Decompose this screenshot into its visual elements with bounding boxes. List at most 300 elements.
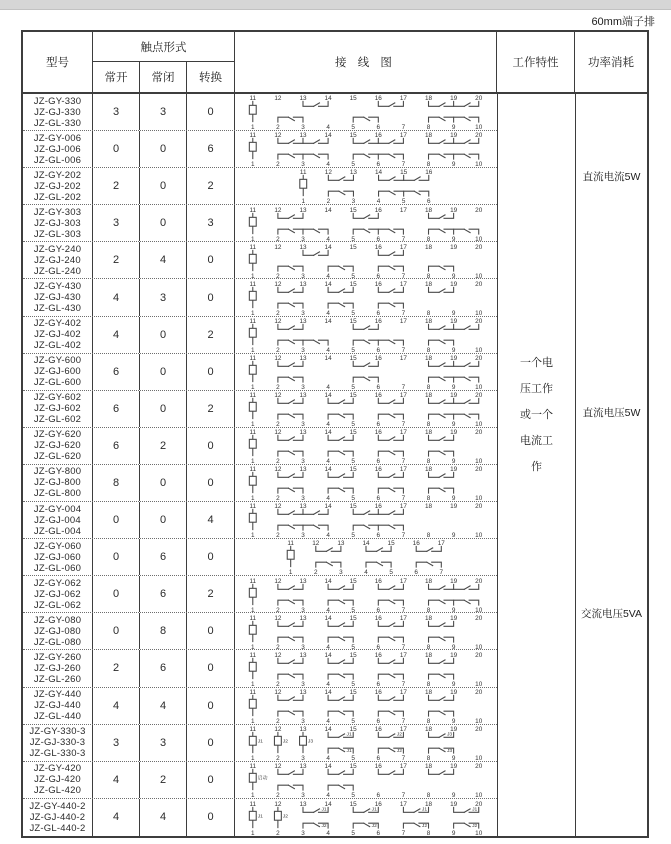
svg-text:14: 14 bbox=[324, 354, 332, 362]
model-name: JZ-GJ-260 bbox=[34, 662, 81, 674]
svg-text:6: 6 bbox=[426, 198, 431, 204]
svg-text:15: 15 bbox=[387, 540, 395, 548]
svg-text:12: 12 bbox=[274, 577, 282, 585]
wiring-diagram-svg bbox=[239, 131, 493, 167]
svg-text:4: 4 bbox=[326, 383, 330, 390]
svg-text:1: 1 bbox=[251, 791, 255, 798]
normally-closed-count: 6 bbox=[140, 539, 187, 575]
normally-open-count: 0 bbox=[93, 576, 140, 612]
changeover-count: 0 bbox=[187, 799, 235, 836]
svg-text:20: 20 bbox=[475, 466, 483, 474]
working-characteristics-line: 作 bbox=[531, 461, 542, 474]
model-name: JZ-GY-303 bbox=[33, 206, 82, 218]
svg-text:9: 9 bbox=[451, 606, 456, 613]
svg-text:16: 16 bbox=[374, 800, 382, 808]
normally-open-count: 8 bbox=[93, 465, 140, 501]
model-name: JZ-GL-402 bbox=[33, 340, 82, 352]
svg-text:2: 2 bbox=[276, 235, 280, 242]
svg-text:13: 13 bbox=[299, 391, 307, 399]
model-name: JZ-GY-800 bbox=[33, 466, 82, 478]
svg-text:7: 7 bbox=[401, 717, 406, 724]
model-name: JZ-GL-060 bbox=[33, 562, 82, 574]
svg-text:17: 17 bbox=[399, 280, 407, 288]
svg-text:20: 20 bbox=[475, 688, 483, 696]
svg-text:7: 7 bbox=[401, 161, 406, 167]
svg-text:J2: J2 bbox=[396, 748, 402, 754]
changeover-count: 0 bbox=[187, 762, 235, 798]
rows-column bbox=[23, 94, 497, 836]
svg-text:11: 11 bbox=[249, 391, 257, 399]
changeover-count: 2 bbox=[187, 168, 235, 204]
svg-text:13: 13 bbox=[299, 651, 307, 659]
svg-text:11: 11 bbox=[249, 614, 257, 622]
svg-text:15: 15 bbox=[349, 354, 357, 362]
svg-text:18: 18 bbox=[424, 466, 433, 474]
wiring-diagram bbox=[235, 613, 497, 649]
table-row bbox=[23, 94, 497, 131]
svg-text:14: 14 bbox=[324, 429, 332, 437]
svg-text:8: 8 bbox=[426, 791, 431, 798]
wiring-diagram-svg bbox=[239, 465, 493, 501]
svg-text:5: 5 bbox=[351, 458, 355, 464]
svg-text:2: 2 bbox=[276, 680, 280, 687]
model-name: JZ-GY-602 bbox=[33, 392, 82, 404]
svg-text:15: 15 bbox=[349, 95, 357, 103]
svg-text:8: 8 bbox=[426, 495, 431, 501]
svg-text:7: 7 bbox=[401, 383, 406, 390]
svg-text:8: 8 bbox=[426, 346, 431, 353]
wiring-diagram bbox=[235, 428, 497, 464]
svg-text:6: 6 bbox=[414, 569, 418, 575]
svg-text:1: 1 bbox=[251, 495, 255, 501]
model-name: JZ-GL-260 bbox=[33, 673, 82, 685]
table-row bbox=[23, 762, 497, 799]
svg-text:J1: J1 bbox=[472, 806, 478, 812]
svg-text:15: 15 bbox=[349, 762, 357, 770]
working-characteristics-line: 一个电 bbox=[520, 357, 553, 370]
power-consumption-cell bbox=[575, 94, 647, 836]
svg-text:13: 13 bbox=[299, 800, 307, 808]
svg-text:16: 16 bbox=[374, 577, 382, 585]
model-name: JZ-GY-006 bbox=[33, 132, 82, 144]
svg-text:9: 9 bbox=[451, 680, 456, 687]
model-name: JZ-GJ-600 bbox=[34, 366, 81, 378]
svg-text:6: 6 bbox=[376, 606, 381, 613]
svg-text:11: 11 bbox=[249, 688, 257, 696]
normally-open-count: 2 bbox=[93, 650, 140, 686]
svg-text:18: 18 bbox=[424, 391, 433, 399]
svg-text:J1: J1 bbox=[257, 739, 263, 745]
svg-text:4: 4 bbox=[326, 606, 330, 613]
svg-text:10: 10 bbox=[475, 643, 483, 650]
svg-text:1: 1 bbox=[251, 829, 255, 836]
svg-text:10: 10 bbox=[475, 754, 483, 761]
normally-open-count: 6 bbox=[93, 354, 140, 390]
model-name: JZ-GL-440-2 bbox=[29, 822, 86, 834]
svg-text:3: 3 bbox=[301, 643, 305, 650]
svg-text:5: 5 bbox=[351, 532, 355, 538]
wiring-diagram-svg bbox=[239, 168, 493, 204]
model-name: JZ-GJ-402 bbox=[34, 329, 81, 341]
wiring-diagram bbox=[235, 131, 497, 167]
svg-text:J2: J2 bbox=[282, 739, 288, 745]
svg-text:J2: J2 bbox=[282, 814, 288, 820]
svg-text:10: 10 bbox=[475, 458, 483, 464]
svg-text:7: 7 bbox=[401, 791, 406, 798]
svg-text:5: 5 bbox=[351, 829, 355, 836]
svg-text:19: 19 bbox=[450, 651, 458, 659]
model-name: JZ-GJ-330 bbox=[34, 106, 81, 118]
model-name: JZ-GJ-620 bbox=[34, 440, 81, 452]
svg-text:11: 11 bbox=[249, 429, 257, 437]
svg-text:17: 17 bbox=[399, 317, 407, 325]
svg-text:2: 2 bbox=[276, 272, 280, 279]
model-name: JZ-GJ-440 bbox=[34, 700, 81, 712]
svg-text:16: 16 bbox=[374, 391, 382, 399]
svg-text:14: 14 bbox=[324, 391, 332, 399]
power-consumption-label: 直流电流5W bbox=[582, 171, 641, 184]
svg-text:15: 15 bbox=[349, 466, 357, 474]
svg-text:2: 2 bbox=[326, 198, 331, 204]
svg-text:3: 3 bbox=[339, 569, 343, 575]
svg-text:J1: J1 bbox=[257, 814, 263, 820]
svg-text:6: 6 bbox=[376, 532, 381, 538]
normally-closed-count: 8 bbox=[140, 613, 187, 649]
working-characteristics-cell bbox=[497, 94, 575, 836]
svg-text:17: 17 bbox=[437, 540, 445, 548]
svg-text:16: 16 bbox=[374, 95, 382, 103]
svg-text:2: 2 bbox=[276, 124, 280, 130]
svg-text:15: 15 bbox=[349, 688, 357, 696]
svg-text:11: 11 bbox=[299, 169, 307, 177]
svg-text:1: 1 bbox=[251, 717, 255, 724]
svg-text:16: 16 bbox=[374, 429, 382, 437]
model-cell bbox=[23, 539, 93, 575]
svg-text:1: 1 bbox=[251, 346, 255, 353]
svg-text:7: 7 bbox=[401, 680, 406, 687]
svg-text:20: 20 bbox=[475, 132, 483, 140]
svg-text:20: 20 bbox=[475, 280, 483, 288]
wiring-diagram-svg bbox=[239, 280, 493, 316]
svg-text:20: 20 bbox=[475, 651, 483, 659]
header-normally-closed: 常闭 bbox=[140, 62, 187, 92]
normally-open-count: 3 bbox=[93, 725, 140, 761]
header-contact-form: 触点形式 bbox=[93, 32, 235, 62]
svg-text:20: 20 bbox=[475, 614, 483, 622]
svg-text:3: 3 bbox=[301, 754, 305, 761]
svg-text:4: 4 bbox=[326, 829, 330, 836]
svg-text:1: 1 bbox=[301, 198, 306, 204]
normally-closed-count: 4 bbox=[140, 242, 187, 278]
wiring-diagram-svg bbox=[239, 539, 493, 575]
wiring-diagram-svg bbox=[239, 94, 493, 130]
header-working-characteristics: 工作特性 bbox=[497, 32, 575, 92]
svg-text:2: 2 bbox=[276, 791, 280, 798]
svg-text:8: 8 bbox=[426, 458, 431, 464]
svg-text:17: 17 bbox=[399, 725, 407, 733]
svg-text:10: 10 bbox=[475, 235, 483, 242]
svg-text:4: 4 bbox=[326, 643, 330, 650]
svg-text:12: 12 bbox=[324, 169, 332, 177]
svg-text:3: 3 bbox=[301, 495, 305, 501]
svg-text:16: 16 bbox=[374, 503, 382, 511]
svg-text:1: 1 bbox=[251, 124, 255, 130]
svg-text:13: 13 bbox=[349, 169, 357, 177]
changeover-count: 2 bbox=[187, 391, 235, 427]
svg-text:1: 1 bbox=[251, 383, 255, 390]
svg-text:J2: J2 bbox=[421, 823, 428, 829]
svg-text:10: 10 bbox=[475, 346, 483, 353]
svg-text:13: 13 bbox=[337, 540, 345, 548]
svg-text:11: 11 bbox=[249, 466, 257, 474]
svg-text:18: 18 bbox=[424, 317, 433, 325]
normally-closed-count: 2 bbox=[140, 428, 187, 464]
model-cell bbox=[23, 242, 93, 278]
svg-text:20: 20 bbox=[475, 317, 483, 325]
working-characteristics-line: 或一个 bbox=[520, 409, 553, 422]
relay-spec-table bbox=[21, 30, 649, 838]
svg-text:17: 17 bbox=[399, 503, 407, 511]
svg-text:3: 3 bbox=[301, 680, 305, 687]
svg-text:7: 7 bbox=[401, 272, 406, 279]
svg-text:13: 13 bbox=[299, 466, 307, 474]
normally-open-count: 6 bbox=[93, 391, 140, 427]
svg-text:13: 13 bbox=[299, 132, 307, 140]
svg-text:J2: J2 bbox=[321, 823, 327, 829]
model-name: JZ-GL-330 bbox=[33, 117, 82, 129]
svg-text:15: 15 bbox=[349, 391, 357, 399]
table-row bbox=[23, 279, 497, 316]
svg-text:13: 13 bbox=[299, 280, 307, 288]
svg-text:10: 10 bbox=[475, 421, 483, 427]
svg-text:12: 12 bbox=[274, 206, 282, 214]
svg-text:19: 19 bbox=[450, 429, 458, 437]
svg-text:6: 6 bbox=[376, 235, 381, 242]
svg-text:16: 16 bbox=[374, 132, 382, 140]
wiring-diagram bbox=[235, 725, 497, 761]
svg-text:11: 11 bbox=[249, 762, 257, 770]
svg-text:5: 5 bbox=[351, 421, 355, 427]
wiring-diagram bbox=[235, 279, 497, 315]
svg-text:2: 2 bbox=[276, 717, 280, 724]
svg-text:4: 4 bbox=[326, 754, 330, 761]
svg-text:2: 2 bbox=[276, 532, 280, 538]
svg-text:16: 16 bbox=[374, 280, 382, 288]
svg-text:16: 16 bbox=[374, 354, 382, 362]
svg-text:5: 5 bbox=[351, 383, 355, 390]
svg-text:10: 10 bbox=[475, 791, 483, 798]
working-characteristics-line: 电流工 bbox=[520, 435, 553, 448]
model-name: JZ-GY-330-3 bbox=[29, 726, 86, 738]
wiring-diagram-svg bbox=[239, 428, 493, 464]
model-name: JZ-GY-600 bbox=[33, 355, 82, 367]
model-cell bbox=[23, 502, 93, 538]
svg-text:11: 11 bbox=[249, 280, 257, 288]
svg-text:7: 7 bbox=[401, 309, 406, 316]
svg-text:8: 8 bbox=[426, 754, 431, 761]
svg-text:3: 3 bbox=[301, 124, 305, 130]
svg-text:4: 4 bbox=[326, 532, 330, 538]
model-name: JZ-GY-402 bbox=[33, 318, 82, 330]
svg-text:14: 14 bbox=[324, 800, 332, 808]
changeover-count: 0 bbox=[187, 613, 235, 649]
changeover-count: 0 bbox=[187, 428, 235, 464]
svg-text:7: 7 bbox=[401, 421, 406, 427]
svg-text:9: 9 bbox=[451, 161, 456, 167]
svg-text:17: 17 bbox=[399, 206, 407, 214]
normally-closed-count: 6 bbox=[140, 650, 187, 686]
svg-text:12: 12 bbox=[274, 132, 282, 140]
svg-text:19: 19 bbox=[450, 95, 458, 103]
svg-text:13: 13 bbox=[299, 577, 307, 585]
svg-text:16: 16 bbox=[374, 243, 382, 251]
svg-text:2: 2 bbox=[276, 606, 280, 613]
svg-text:8: 8 bbox=[426, 309, 431, 316]
normally-closed-count: 0 bbox=[140, 502, 187, 538]
model-cell bbox=[23, 279, 93, 315]
normally-closed-count: 4 bbox=[140, 799, 187, 836]
svg-text:7: 7 bbox=[401, 606, 406, 613]
wiring-diagram bbox=[235, 539, 497, 575]
svg-text:1: 1 bbox=[251, 235, 255, 242]
normally-open-count: 4 bbox=[93, 762, 140, 798]
svg-text:8: 8 bbox=[426, 383, 431, 390]
model-name: JZ-GY-440-2 bbox=[29, 800, 86, 812]
wiring-diagram bbox=[235, 391, 497, 427]
svg-text:12: 12 bbox=[274, 725, 282, 733]
model-name: JZ-GL-602 bbox=[33, 414, 82, 426]
wiring-diagram bbox=[235, 650, 497, 686]
svg-text:12: 12 bbox=[312, 540, 320, 548]
svg-text:20: 20 bbox=[475, 725, 483, 733]
svg-text:9: 9 bbox=[451, 309, 456, 316]
model-cell bbox=[23, 168, 93, 204]
svg-text:12: 12 bbox=[274, 614, 282, 622]
normally-closed-count: 0 bbox=[140, 354, 187, 390]
svg-text:8: 8 bbox=[426, 680, 431, 687]
table-row bbox=[23, 428, 497, 465]
svg-text:16: 16 bbox=[374, 688, 382, 696]
svg-text:12: 12 bbox=[274, 503, 282, 511]
svg-text:18: 18 bbox=[424, 429, 433, 437]
svg-text:20: 20 bbox=[475, 206, 483, 214]
svg-text:14: 14 bbox=[324, 206, 332, 214]
wiring-diagram-svg bbox=[239, 206, 493, 242]
svg-text:1: 1 bbox=[251, 309, 255, 316]
svg-text:14: 14 bbox=[324, 280, 332, 288]
table-row bbox=[23, 799, 497, 836]
svg-text:12: 12 bbox=[274, 354, 282, 362]
svg-text:5: 5 bbox=[351, 643, 355, 650]
working-characteristics-text bbox=[498, 350, 575, 480]
svg-text:11: 11 bbox=[249, 243, 257, 251]
svg-text:15: 15 bbox=[349, 577, 357, 585]
svg-text:7: 7 bbox=[401, 643, 406, 650]
svg-text:6: 6 bbox=[376, 124, 381, 130]
svg-text:10: 10 bbox=[475, 383, 483, 390]
svg-text:19: 19 bbox=[450, 725, 458, 733]
svg-text:1: 1 bbox=[251, 532, 255, 538]
wiring-diagram bbox=[235, 317, 497, 353]
svg-text:6: 6 bbox=[376, 791, 381, 798]
svg-text:9: 9 bbox=[451, 346, 456, 353]
model-cell bbox=[23, 205, 93, 241]
table-row bbox=[23, 242, 497, 279]
working-characteristics-line: 压工作 bbox=[520, 383, 553, 396]
svg-text:12: 12 bbox=[274, 280, 282, 288]
svg-text:13: 13 bbox=[299, 354, 307, 362]
model-name: JZ-GJ-330-3 bbox=[29, 737, 86, 749]
svg-text:3: 3 bbox=[301, 791, 305, 798]
svg-text:5: 5 bbox=[351, 272, 355, 279]
model-cell bbox=[23, 688, 93, 724]
table-row bbox=[23, 650, 497, 687]
svg-text:19: 19 bbox=[450, 317, 458, 325]
svg-text:2: 2 bbox=[276, 161, 280, 167]
table-row bbox=[23, 725, 497, 762]
svg-text:10: 10 bbox=[475, 495, 483, 501]
svg-text:14: 14 bbox=[324, 95, 332, 103]
svg-text:15: 15 bbox=[349, 614, 357, 622]
svg-text:17: 17 bbox=[399, 243, 407, 251]
svg-text:15: 15 bbox=[400, 169, 408, 177]
svg-text:15: 15 bbox=[349, 725, 357, 733]
svg-text:7: 7 bbox=[439, 569, 444, 575]
svg-text:16: 16 bbox=[374, 317, 382, 325]
svg-text:1: 1 bbox=[251, 161, 255, 167]
svg-text:2: 2 bbox=[276, 346, 280, 353]
normally-closed-count: 3 bbox=[140, 94, 187, 130]
svg-text:11: 11 bbox=[249, 503, 257, 511]
svg-text:19: 19 bbox=[450, 466, 458, 474]
model-name: JZ-GY-240 bbox=[33, 243, 82, 255]
wiring-diagram-svg bbox=[239, 762, 493, 798]
svg-text:9: 9 bbox=[451, 421, 456, 427]
svg-text:12: 12 bbox=[274, 688, 282, 696]
svg-text:2: 2 bbox=[276, 829, 280, 836]
svg-text:16: 16 bbox=[374, 614, 382, 622]
normally-closed-count: 0 bbox=[140, 317, 187, 353]
svg-text:16: 16 bbox=[412, 540, 420, 548]
svg-text:1: 1 bbox=[251, 606, 255, 613]
svg-text:1: 1 bbox=[288, 569, 293, 575]
model-name: JZ-GY-620 bbox=[33, 429, 82, 441]
table-header bbox=[23, 32, 647, 94]
model-name: JZ-GL-004 bbox=[33, 525, 82, 537]
wiring-diagram bbox=[235, 502, 497, 538]
model-name: JZ-GY-420 bbox=[33, 763, 82, 775]
svg-text:3: 3 bbox=[301, 458, 305, 464]
svg-text:3: 3 bbox=[301, 532, 305, 538]
model-cell bbox=[23, 576, 93, 612]
svg-text:4: 4 bbox=[326, 717, 330, 724]
svg-text:10: 10 bbox=[475, 161, 483, 167]
svg-text:18: 18 bbox=[424, 95, 433, 103]
model-cell bbox=[23, 465, 93, 501]
header-power-consumption: 功率消耗 bbox=[588, 57, 634, 69]
svg-text:17: 17 bbox=[399, 391, 407, 399]
model-name: JZ-GL-202 bbox=[33, 191, 82, 203]
svg-text:2: 2 bbox=[276, 309, 280, 316]
svg-text:19: 19 bbox=[450, 503, 458, 511]
svg-text:14: 14 bbox=[324, 466, 332, 474]
svg-text:14: 14 bbox=[324, 132, 332, 140]
svg-text:J2: J2 bbox=[472, 823, 478, 829]
svg-text:13: 13 bbox=[299, 243, 307, 251]
svg-text:8: 8 bbox=[426, 532, 431, 538]
svg-text:14: 14 bbox=[324, 651, 332, 659]
table-row bbox=[23, 168, 497, 205]
